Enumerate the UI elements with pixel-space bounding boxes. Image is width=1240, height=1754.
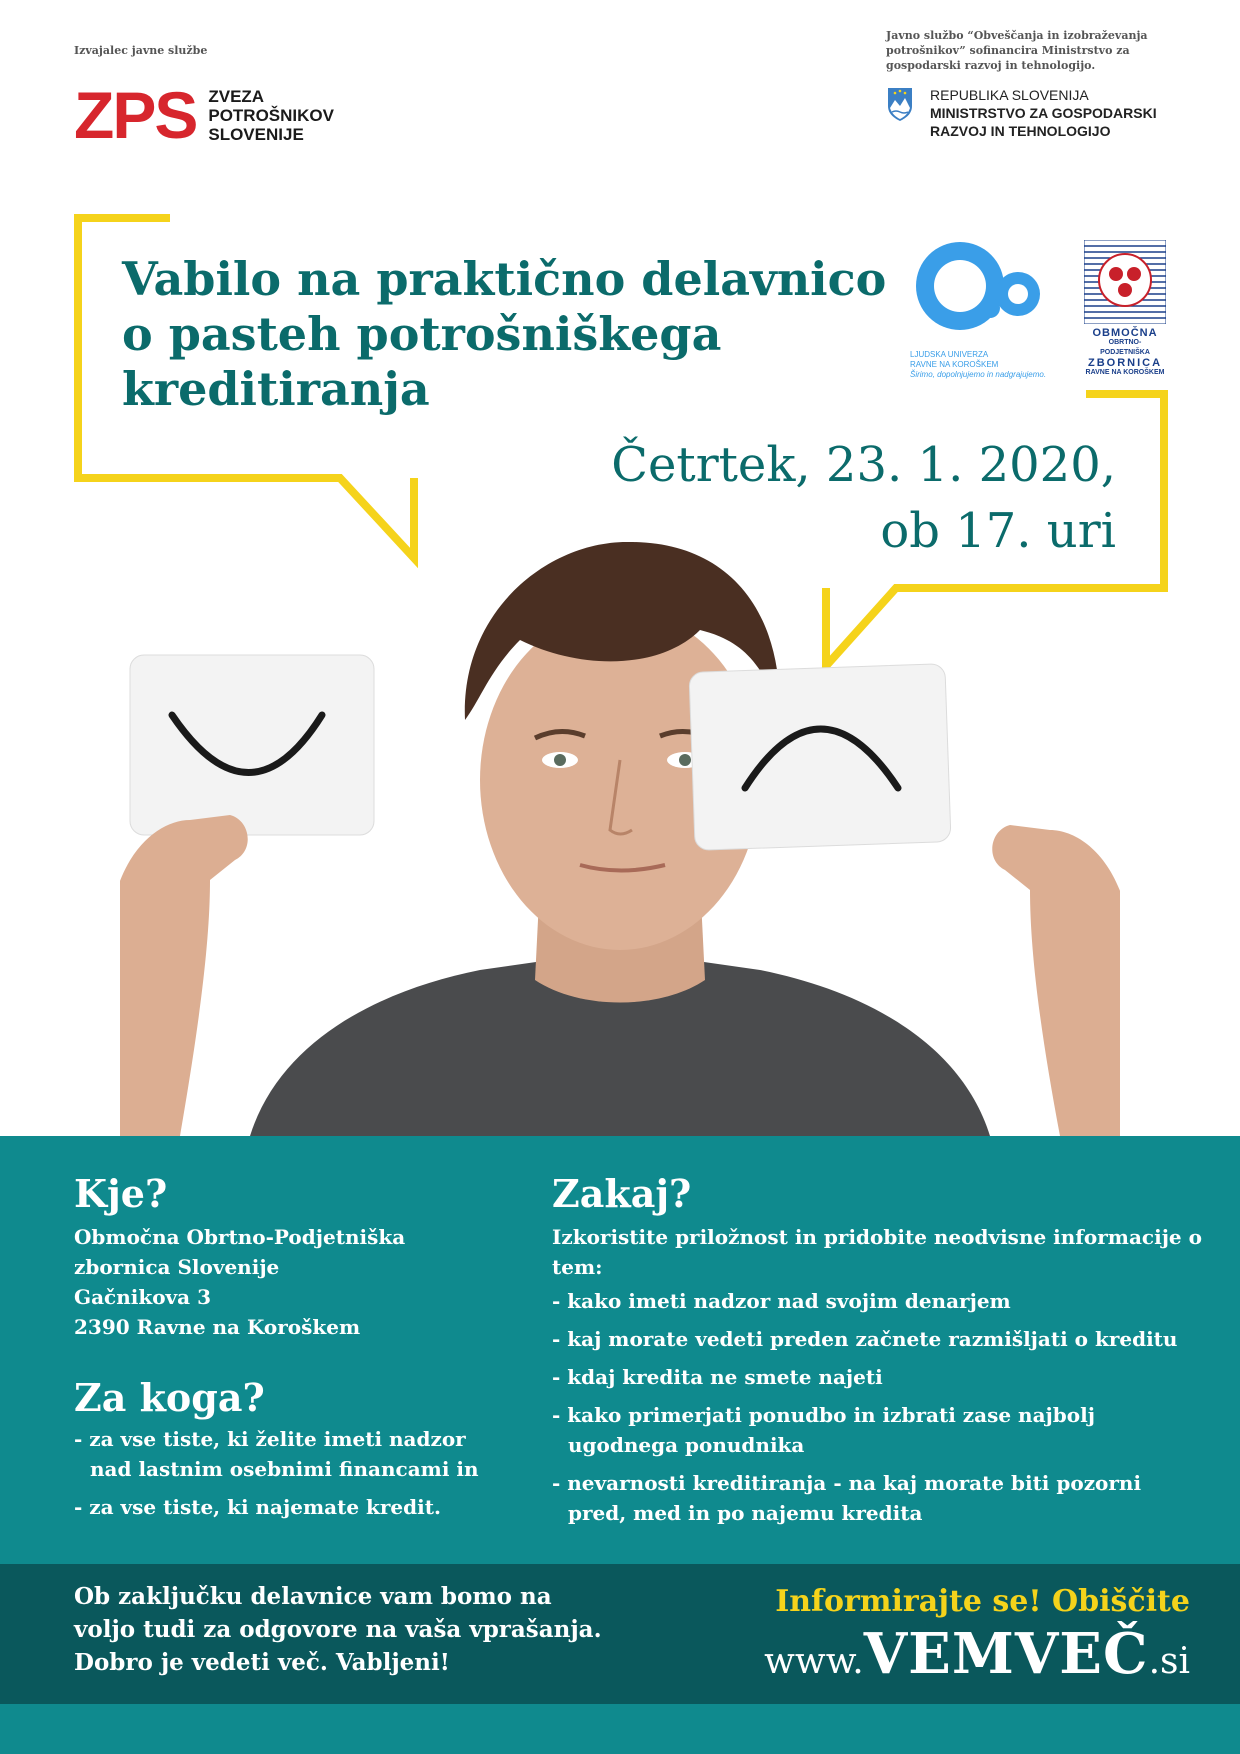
provider-label: Izvajalec javne službe	[74, 44, 208, 57]
list-item: - kaj morate vedeti preden začnete razmišljati o kreditu	[552, 1324, 1202, 1354]
why-heading: Zakaj?	[552, 1171, 692, 1216]
list-item: - kako primerjati ponudbo in izbrati zase najbolj ugodnega ponudnika	[552, 1400, 1202, 1460]
date-time-line: ob 17. uri	[880, 503, 1116, 559]
address-line-4: 2390 Ravne na Koroškem	[74, 1315, 361, 1339]
gov-line-3: RAZVOJ IN TEHNOLOGIJO	[930, 123, 1111, 139]
list-item: - za vse tiste, ki najemate kredit.	[74, 1492, 494, 1522]
sad-card	[689, 664, 951, 851]
cta-block	[764, 1584, 1190, 1696]
zps-logo-mark: ZPS	[74, 78, 197, 152]
lu-slogan: Širimo, dopolnjujemo in nadgrajujemo.	[910, 370, 1047, 379]
happy-card	[130, 655, 374, 835]
ooz-logo	[1084, 240, 1166, 378]
website-tld: .si	[1148, 1641, 1190, 1682]
gov-line-2: MINISTRSTVO ZA GOSPODARSKI	[930, 105, 1157, 121]
where-heading: Kje?	[74, 1171, 168, 1216]
ooz-line-3: ZBORNICA	[1087, 357, 1163, 369]
bottom-band	[0, 1704, 1240, 1754]
ooz-line-4: RAVNE NA KOROŠKEM	[1085, 369, 1165, 376]
closing-line-1: Ob zaključku delavnice vam bomo na	[74, 1583, 552, 1610]
ooz-emblem-icon	[1084, 240, 1166, 324]
list-item: - kako imeti nadzor nad svojim denarjem	[552, 1286, 1202, 1316]
address-line-2: zbornica Slovenije	[74, 1255, 280, 1279]
website-link[interactable]	[764, 1621, 1190, 1696]
where-address	[74, 1222, 494, 1342]
closing-line-2: voljo tudi za odgovore na vaša vprašanja.	[74, 1616, 602, 1643]
lu-line-1: LJUDSKA UNIVERZA	[910, 350, 989, 359]
title-line-2: o pasteh potrošniškega	[122, 307, 722, 361]
lu-line-2: RAVNE NA KOROŠKEM	[910, 360, 999, 369]
for-whom-heading: Za koga?	[74, 1375, 265, 1420]
gov-line-1: REPUBLIKA SLOVENIJA	[930, 87, 1089, 103]
address-line-3: Gačnikova 3	[74, 1285, 212, 1309]
zps-line-3: SLOVENIJE	[208, 124, 304, 144]
where-column	[74, 1172, 494, 1530]
why-column	[552, 1172, 1202, 1536]
zps-line-2: POTROŠNIKOV	[208, 105, 334, 125]
why-intro: Izkoristite priložnost in pridobite neodvisne informacije o tem:	[552, 1225, 1202, 1279]
list-item: - kdaj kredita ne smete najeti	[552, 1362, 1202, 1392]
closing-line-3: Dobro je vedeti več. Vabljeni!	[74, 1649, 450, 1676]
closing-message	[74, 1580, 694, 1679]
website-brand: VEMVEČ	[863, 1621, 1149, 1687]
title-line-3: kreditiranja	[122, 362, 430, 416]
list-item: - za vse tiste, ki želite imeti nadzor nad lastnim osebnimi financami in	[74, 1424, 494, 1484]
for-whom-list	[74, 1424, 494, 1522]
why-list	[552, 1286, 1202, 1528]
left-hand	[120, 815, 248, 1136]
ooz-line-2: OBRTNO-PODJETNIŠKA	[1100, 339, 1150, 356]
man-holding-smiley-cards-photo	[120, 520, 1120, 1136]
cofinance-note: Javno službo “Obveščanja in izobraževanja potrošnikov” sofinancira Ministrstvo za gospodarski razvoj in tehnologijo.	[886, 29, 1148, 72]
website-prefix: www.	[764, 1641, 864, 1682]
zps-line-1: ZVEZA	[208, 86, 265, 106]
cta-headline: Informirajte se! Obiščite	[775, 1584, 1190, 1619]
ljudska-univerza-logo	[910, 236, 1060, 380]
right-hand	[992, 825, 1120, 1136]
ooz-line-1: OBMOČNA	[1092, 327, 1158, 339]
date-line-1: Četrtek, 23. 1. 2020,	[611, 437, 1116, 493]
lu-circles-icon	[910, 236, 1050, 346]
list-item: - nevarnosti kreditiranja - na kaj morate biti pozorni pred, med in po najemu kredita	[552, 1468, 1202, 1528]
address-line-1: Območna Obrtno-Podjetniška	[74, 1225, 406, 1249]
event-title	[122, 252, 902, 417]
title-line-1: Vabilo na praktično delavnico	[122, 252, 887, 306]
